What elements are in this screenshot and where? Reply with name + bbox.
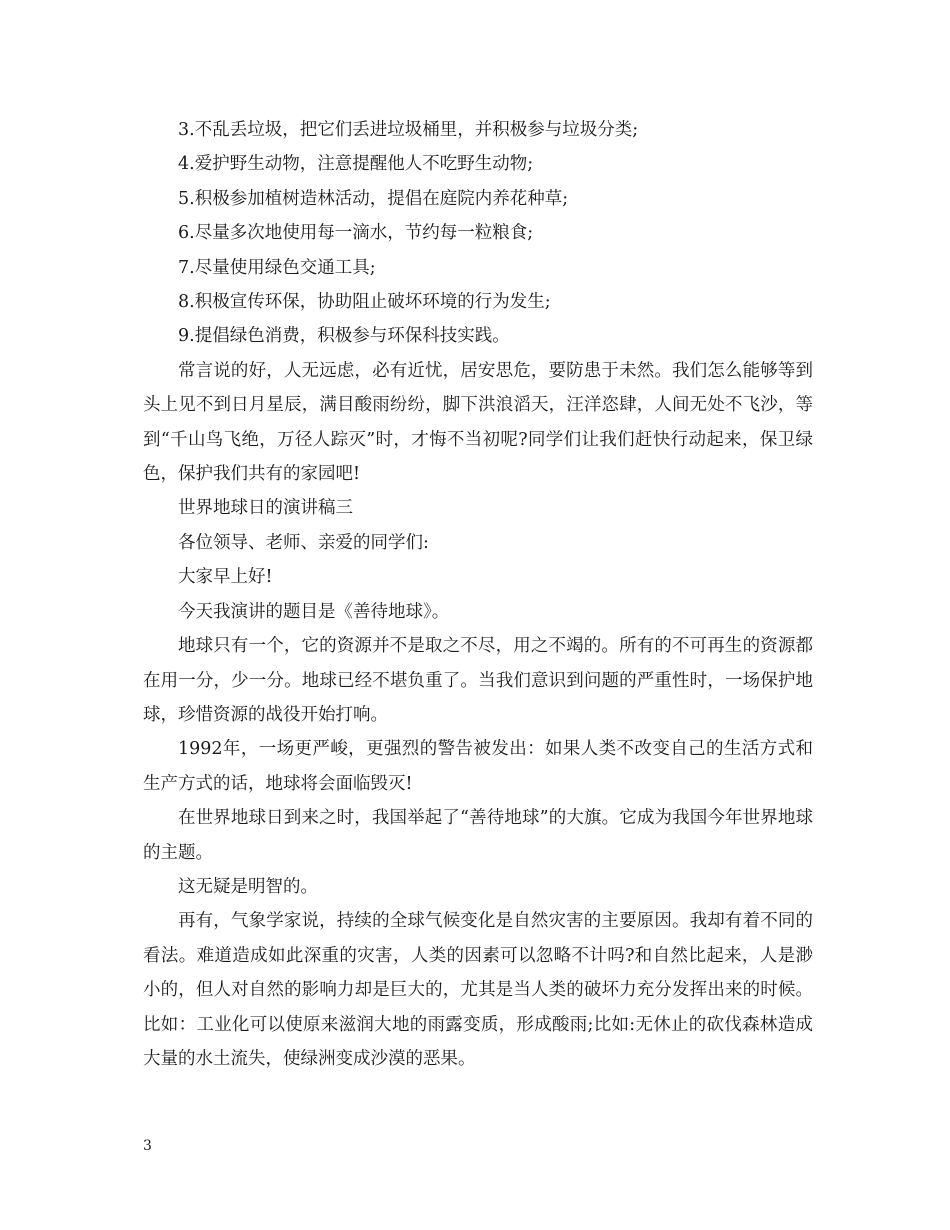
salutation: 各位领导、老师、亲爱的同学们:: [178, 532, 429, 553]
page-number: 3: [143, 1138, 152, 1154]
list-item-6: 6.尽量多次地使用每一滴水，节约每一粒粮食;: [178, 223, 534, 244]
list-item-8: 8.积极宣传环保，协助阻止破坏环境的行为发生;: [178, 292, 551, 313]
paragraph-resources: 地球只有一个，它的资源并不是取之不尽，用之不竭的。所有的不可再生的资源都在用一分，少一分。地球已经不堪负重了。当我们意识到问题的严重性时，一场保护地球，珍惜资源的战役开始打响。: [143, 636, 813, 725]
list-item-3: 3.不乱丢垃圾，把它们丢进垃圾桶里，并积极参与垃圾分类;: [178, 120, 639, 140]
list-item-4: 4.爱护野生动物，注意提醒他人不吃野生动物;: [178, 154, 534, 175]
list-item-7: 7.尽量使用绿色交通工具;: [178, 257, 376, 278]
section-title: 世界地球日的演讲稿三: [178, 498, 353, 519]
paragraph-proverb: 常言说的好，人无远虑，必有近忧，居安思危，要防患于未然。我们怎么能够等到头上见不到日月星辰，满目酸雨纷纷，脚下洪浪滔天，汪洋恣肆，人间无处不飞沙，等到“千山鸟飞绝，万径人踪灭”时，才悔不当初呢?同学们让我们赶快行动起来，保卫绿色，保护我们共有的家园吧!: [143, 360, 813, 485]
list-item-9: 9.提倡绿色消费，积极参与环保科技实践。: [178, 326, 510, 347]
list-item-5: 5.积极参加植树造林活动，提倡在庭院内养花种草;: [178, 188, 569, 209]
greeting: 大家早上好!: [178, 567, 273, 588]
paragraph-earth-day: 在世界地球日到来之时，我国举起了“善待地球”的大旗。它成为我国今年世界地球的主题。: [143, 808, 813, 863]
paragraph-wise: 这无疑是明智的。: [178, 876, 318, 897]
paragraph-1992-warning: 1992年，一场更严峻，更强烈的警告被发出：如果人类不改变自己的生活方式和生产方式的话，地球将会面临毁灭!: [143, 739, 813, 794]
speech-topic: 今天我演讲的题目是《善待地球》。: [178, 601, 450, 622]
document-body: [143, 113, 813, 1076]
paragraph-climate: 再有，气象学家说，持续的全球气候变化是自然灾害的主要原因。我却有着不同的看法。难道造成如此深重的灾害，人类的因素可以忽略不计吗?和自然比起来，人是渺小的，但人对自然的影响力却是巨大的，尤其是当人类的破坏力充分发挥出来的时候。比如：工业化可以使原来滋润大地的雨露变质，形成酸雨;比如:无休止的砍伐森林造成大量的水土流失，使绿洲变成沙漠的恶果。: [143, 911, 813, 1069]
